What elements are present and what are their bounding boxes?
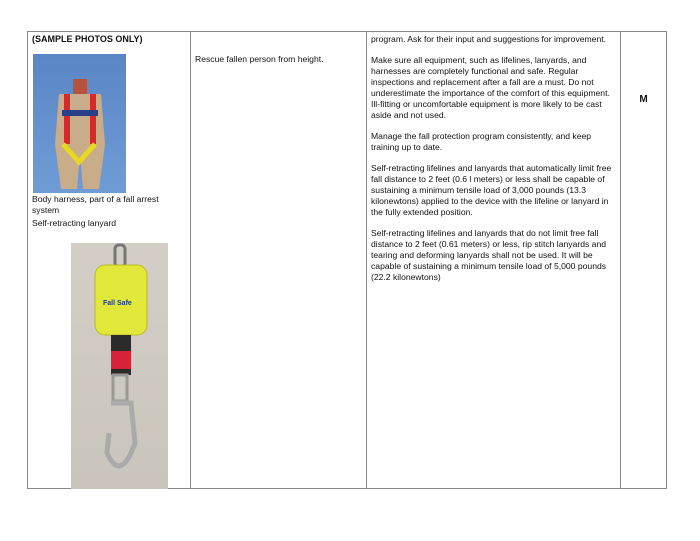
rating-cell <box>621 32 666 488</box>
lanyard-photo <box>71 243 168 489</box>
control-paragraph: Self-retracting lifelines and lanyards that automatically limit free fall distance to 2 feet (0.6 l meters) or less shall be capable of sustaining a minimum tensile load of 3,000 pounds (13.3 kilonewtons) applied to the device with the lifeline or lanyard in the fully extended position. <box>371 163 612 217</box>
controls-cell <box>367 32 621 488</box>
control-paragraph: Make sure all equipment, such as lifelines, lanyards, and harnesses are completely functional and safe. Regular inspections and replacement after a fall are a must. Do not underestimate the importance of the comfort of this equipment. Ill-fitting or uncomfortable equipment is more likely to be cast aside and not used. <box>371 55 610 120</box>
hazard-table <box>27 31 667 489</box>
task-text: Rescue fallen person from height. <box>195 54 324 64</box>
lanyard-caption: Self-retracting lanyard <box>32 218 117 228</box>
task-cell <box>191 32 367 488</box>
harness-caption: Body harness, part of a fall arrest system <box>32 194 159 215</box>
photos-header: (SAMPLE PHOTOS ONLY) <box>32 34 143 44</box>
photos-cell <box>28 32 191 488</box>
harness-photo <box>33 54 126 193</box>
fallsafe-logo: Fall Safe <box>103 300 132 307</box>
control-paragraph: Manage the fall protection program consistently, and keep training up to date. <box>371 131 592 152</box>
risk-rating: M <box>639 94 648 105</box>
control-paragraph: program. Ask for their input and suggestions for improvement. <box>371 34 607 44</box>
control-paragraph: Self-retracting lifelines and lanyards that do not limit free fall distance to 2 feet (0.61 meters) or less, rip stitch lanyards and tearing and deforming lanyards shall not be used. It will be capable of sustaining a minimum tensile load of 5,000 pounds (22.2 kilonewtons) <box>371 228 607 282</box>
